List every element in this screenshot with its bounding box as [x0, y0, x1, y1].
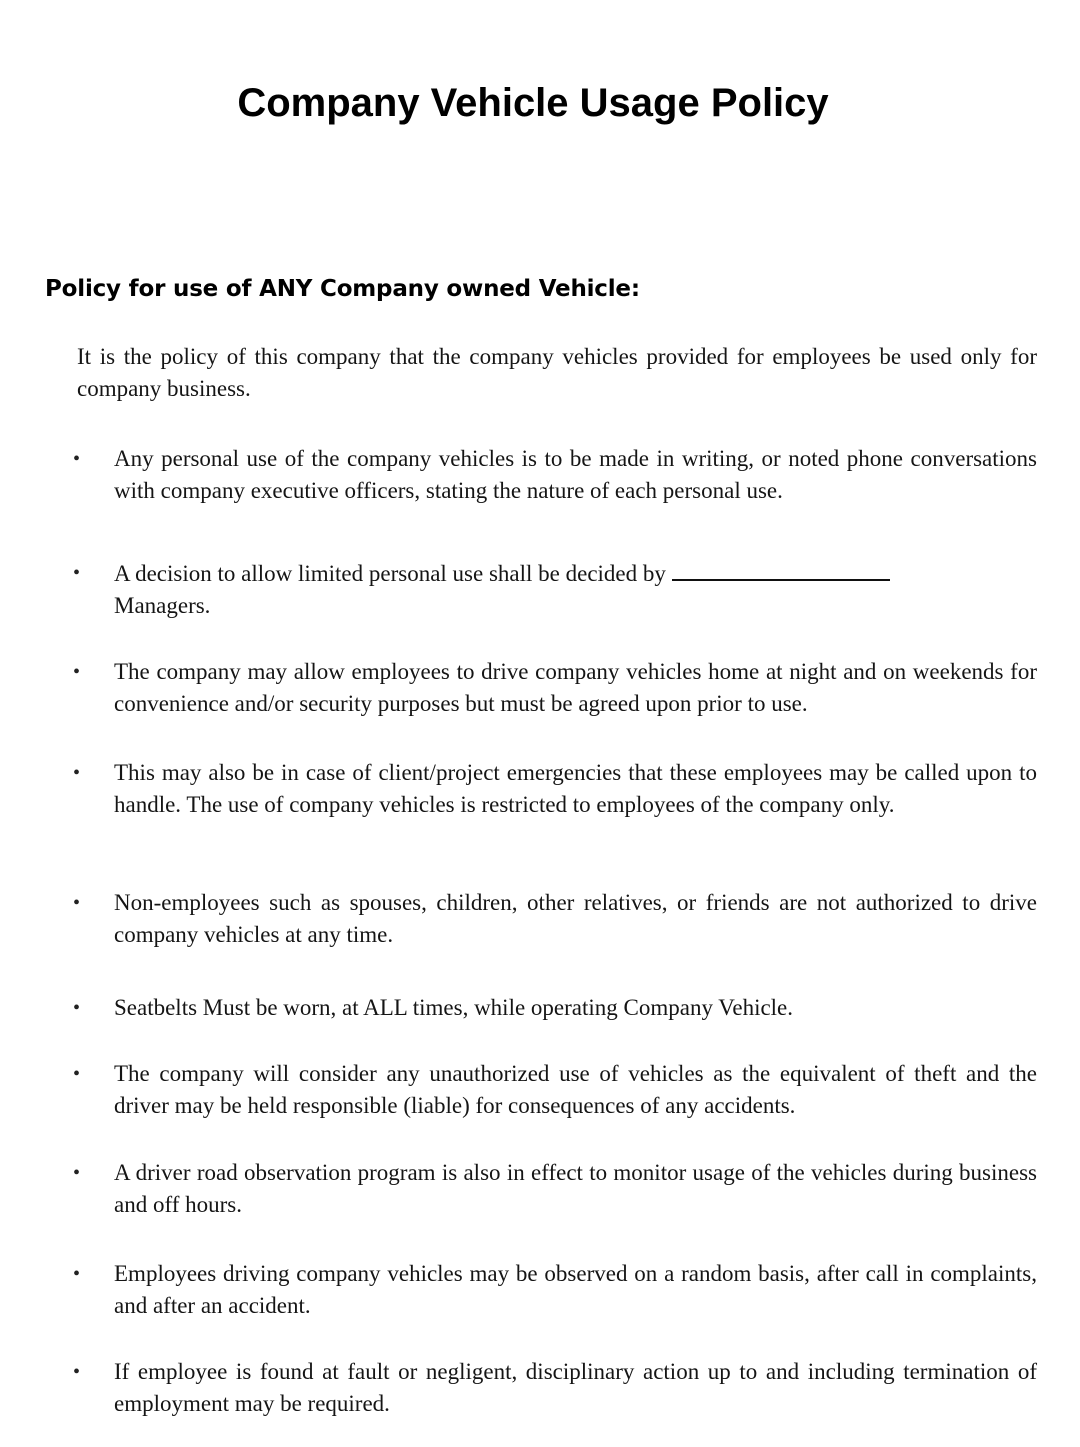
list-item-text: If employee is found at fault or negligent, disciplinary action up to and including termination of employment may be required. [114, 1359, 1037, 1416]
list-item-text: Non-employees such as spouses, children, other relatives, or friends are not authorized to drive company vehicles at any time. [114, 890, 1037, 947]
bullet-icon: • [73, 562, 81, 584]
list-item-text-continuation: Managers. [114, 593, 211, 618]
bullet-icon: • [73, 762, 81, 784]
list-item-text: Any personal use of the company vehicles is to be made in writing, or noted phone conversations with company executive officers, stating the nature of each personal use. [114, 446, 1037, 503]
bullet-icon: • [73, 661, 81, 683]
fill-in-blank[interactable] [672, 557, 890, 581]
list-item-text-start: A decision to allow limited personal use shall be decided by [114, 561, 666, 586]
list-item [73, 1157, 1037, 1221]
bullet-icon: • [73, 1263, 81, 1285]
bullet-icon: • [73, 892, 81, 914]
list-item [73, 557, 1037, 622]
list-item [73, 992, 1037, 1024]
list-item-text: The company may allow employees to drive company vehicles home at night and on weekends for convenience and/or security purposes but must be agreed upon prior to use. [114, 659, 1037, 716]
list-item-text: A driver road observation program is also in effect to monitor usage of the vehicles during business and off hours. [114, 1160, 1037, 1217]
document-title: Company Vehicle Usage Policy [237, 81, 829, 125]
bullet-icon: • [73, 1162, 81, 1184]
list-item-text: The company will consider any unauthorized use of vehicles as the equivalent of theft and the driver may be held responsible (liable) for consequences of any accidents. [114, 1061, 1037, 1118]
bullet-icon: • [73, 448, 81, 470]
list-item [73, 1258, 1037, 1322]
section-heading: Policy for use of ANY Company owned Vehicle: [45, 276, 640, 302]
list-item [73, 443, 1037, 507]
list-item [73, 887, 1037, 951]
bullet-icon: • [73, 1063, 81, 1085]
list-item [73, 1356, 1037, 1420]
list-item-text [114, 557, 1037, 622]
bullet-icon: • [73, 1361, 81, 1383]
list-item [73, 1058, 1037, 1122]
intro-paragraph: It is the policy of this company that the company vehicles provided for employees be used only for company business. [77, 344, 1037, 401]
list-item [73, 656, 1037, 720]
list-item-text: Employees driving company vehicles may be observed on a random basis, after call in complaints, and after an accident. [114, 1261, 1037, 1318]
bullet-icon: • [73, 997, 81, 1019]
list-item-text: Seatbelts Must be worn, at ALL times, while operating Company Vehicle. [114, 995, 794, 1020]
list-item-text: This may also be in case of client/project emergencies that these employees may be called upon to handle. The use of company vehicles is restricted to employees of the company only. [114, 760, 1037, 817]
list-item [73, 757, 1037, 821]
